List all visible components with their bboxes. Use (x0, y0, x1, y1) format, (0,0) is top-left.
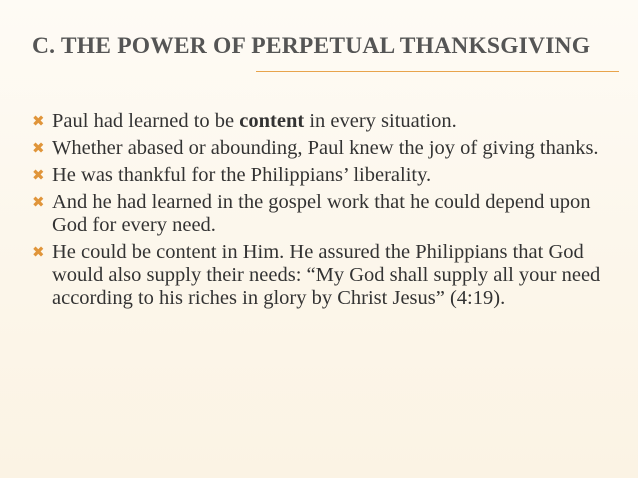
bullet-text: Whether abased or abounding, Paul knew the joy of giving thanks. (52, 137, 599, 159)
x-bullet-icon: ✖ (32, 114, 45, 130)
bullet-item (32, 164, 622, 187)
bullet-item (32, 110, 622, 133)
x-bullet-icon: ✖ (32, 168, 45, 184)
bullet-text: in every situation. (304, 110, 457, 132)
x-bullet-icon: ✖ (32, 141, 45, 157)
slide-title: C. THE POWER OF PERPETUAL THANKSGIVING (32, 33, 591, 59)
x-bullet-icon: ✖ (32, 245, 45, 261)
bullet-text: Paul had learned to be (52, 110, 240, 132)
bullet-item (32, 191, 622, 237)
bullet-text: He could be content in Him. He assured the Philippians that God would also supply their needs: “My God shall supply all your need according to his riches in glory by Christ Jesus” (4:19). (52, 241, 601, 309)
title-underline (256, 71, 619, 72)
bullet-emphasis: content (239, 110, 305, 132)
bullet-text: And he had learned in the gospel work that he could depend upon God for every need. (52, 191, 591, 236)
bullet-item (32, 241, 622, 310)
bullet-list (32, 110, 622, 314)
x-bullet-icon: ✖ (32, 195, 45, 211)
bullet-item (32, 137, 622, 160)
bullet-text: He was thankful for the Philippians’ liberality. (52, 164, 432, 186)
